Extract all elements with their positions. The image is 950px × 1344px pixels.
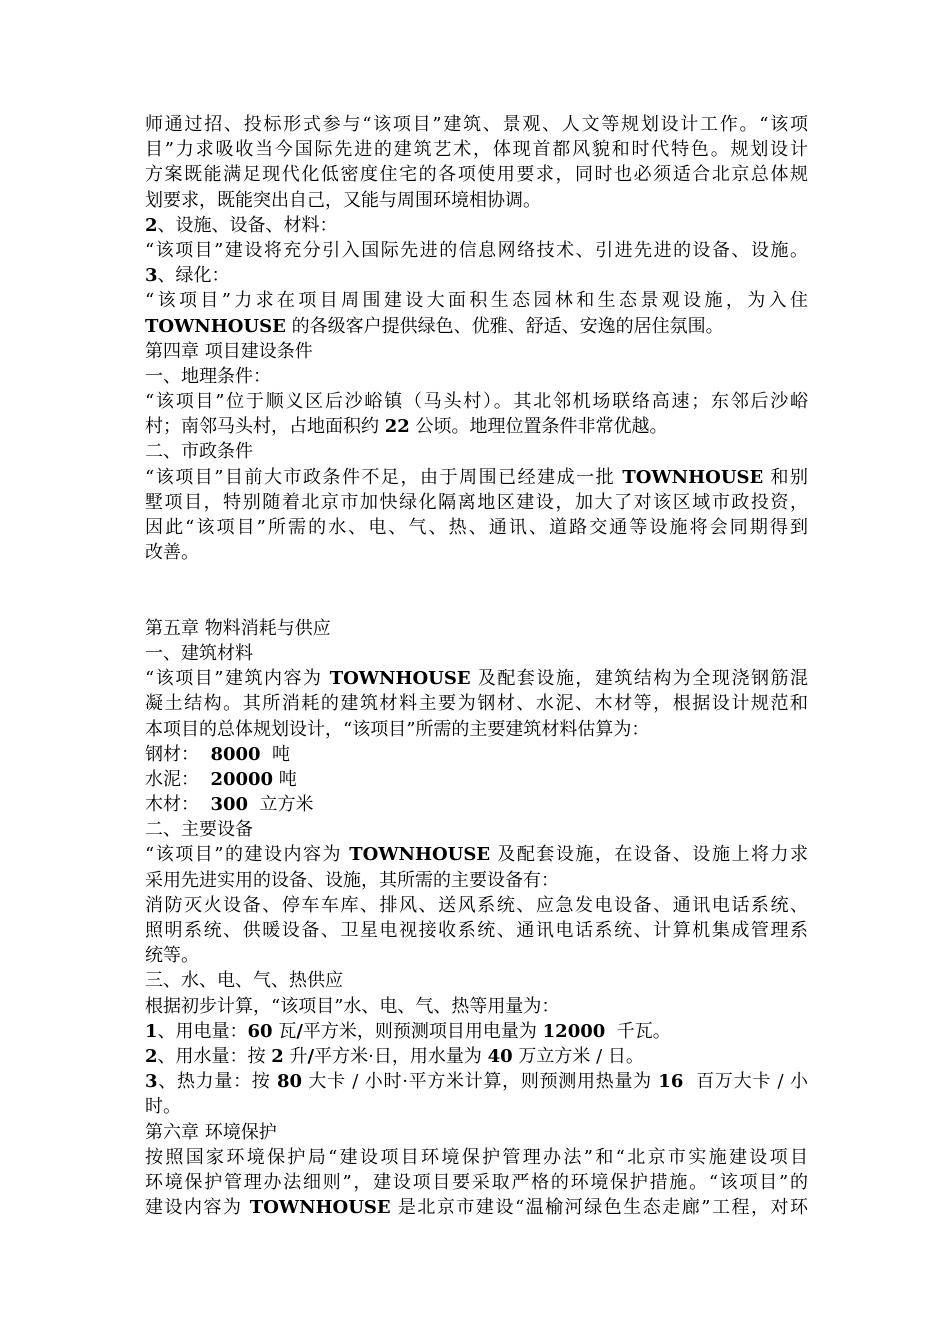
paragraph-line: 建设内容为 TOWNHOUSE 是北京市建设“温榆河绿色生态走廊”工程，对环 bbox=[145, 1197, 809, 1219]
paragraph-line: 改善。 bbox=[145, 542, 199, 564]
paragraph-line: 本项目的总体规划设计，“该项目”所需的主要建筑材料估算为： bbox=[145, 718, 650, 740]
material-item-steel: 钢材： 8000 吨 bbox=[145, 743, 291, 765]
material-item-cement: 水泥： 20000 吨 bbox=[145, 768, 297, 790]
paragraph-line: “该项目”目前大市政条件不足，由于周围已经建成一批 TOWNHOUSE 和别 bbox=[145, 466, 808, 488]
section-number: 3 bbox=[145, 265, 158, 287]
chapter-title: 第六章 环境保护 bbox=[145, 1121, 277, 1143]
chapter-title: 第五章 物料消耗与供应 bbox=[145, 617, 331, 639]
paragraph-line: 师通过招、投标形式参与“该项目”建筑、景观、人文等规划设计工作。“该项 bbox=[145, 114, 808, 135]
paragraph-line: 照明系统、供暖设备、卫星电视接收系统、通讯电话系统、计算机集成管理系 bbox=[145, 920, 808, 942]
paragraph-line: 因此“该项目”所需的水、电、气、热、通讯、道路交通等设施将会同期得到 bbox=[145, 517, 808, 538]
paragraph-line: 消防灭火设备、停车车库、排风、送风系统、应急发电设备、通讯电话系统、 bbox=[145, 894, 808, 916]
paragraph-line: 环境保护管理办法细则”，建设项目要采取严格的环境保护措施。“该项目”的 bbox=[145, 1171, 808, 1193]
section-heading: 一、建筑材料 bbox=[145, 642, 253, 664]
section-heading: 二、市政条件 bbox=[145, 441, 253, 463]
paragraph-line: 凝土结构。其所消耗的建筑材料主要为钢材、水泥、木材等，根据设计规范和 bbox=[145, 693, 808, 715]
paragraph-line: 目”力求吸收当今国际先进的建筑艺术，体现首都风貌和时代特色。规划设计 bbox=[145, 139, 808, 161]
usage-item-electricity: 1、用电量：60 瓦/平方米，则预测项目用电量为 12000 千瓦。 bbox=[145, 1020, 671, 1042]
paragraph-line: 采用先进实用的设备、设施，其所需的主要设备有： bbox=[145, 869, 559, 891]
paragraph-line: “该项目”建筑内容为 TOWNHOUSE 及配套设施，建筑结构为全现浇钢筋混 bbox=[145, 668, 808, 690]
paragraph-line: “该项目”力求在项目周围建设大面积生态园林和生态景观设施，为入住 bbox=[145, 290, 808, 312]
paragraph-line: TOWNHOUSE 的各级客户提供绿色、优雅、舒适、安逸的居住氛围。 bbox=[145, 315, 724, 337]
material-item-timber: 木材： 300 立方米 bbox=[145, 794, 314, 816]
document-page bbox=[145, 112, 808, 1220]
paragraph-line: 村；南邻马头村，占地面积约 22 公顷。地理位置条件非常优越。 bbox=[145, 416, 668, 438]
paragraph-line: 统等。 bbox=[145, 945, 199, 967]
section-heading: 三、水、电、气、热供应 bbox=[145, 970, 343, 992]
paragraph-line: 方案既能满足现代化低密度住宅的各项使用要求，同时也必须适合北京总体规 bbox=[145, 164, 808, 186]
paragraph-line: 墅项目，特别随着北京市加快绿化隔离地区建设，加大了对该区域市政投资， bbox=[145, 491, 808, 513]
paragraph-line: 时。 bbox=[145, 1096, 181, 1118]
section-heading: 二、主要设备 bbox=[145, 819, 253, 841]
paragraph-line: “该项目”位于顺义区后沙峪镇（马头村）。其北邻机场联络高速；东邻后沙峪 bbox=[145, 391, 808, 413]
paragraph-line: 按照国家环境保护局“建设项目环境保护管理办法”和“北京市实施建设项目 bbox=[145, 1146, 808, 1168]
section-heading-greening: 3、绿化： bbox=[145, 265, 230, 287]
paragraph-line: 根据初步计算，“该项目”水、电、气、热等用量为： bbox=[145, 995, 560, 1017]
section-heading: 一、地理条件： bbox=[145, 365, 271, 387]
section-heading-facilities: 2、设施、设备、材料： bbox=[145, 214, 338, 236]
usage-item-heat: 3、热力量：按 80 大卡 / 小时·平方米计算，则预测用热量为 16 百万大卡 / 小 bbox=[145, 1071, 808, 1093]
paragraph-line: “该项目”的建设内容为 TOWNHOUSE 及配套设施，在设备、设施上将力求 bbox=[145, 844, 808, 866]
paragraph-line: “该项目”建设将充分引入国际先进的信息网络技术、引进先进的设备、设施。 bbox=[145, 239, 808, 261]
paragraph-line: 划要求，既能突出自己，又能与周围环境相协调。 bbox=[145, 189, 541, 211]
usage-item-water: 2、用水量：按 2 升/平方米·日，用水量为 40 万立方米 / 日。 bbox=[145, 1045, 644, 1067]
blank-space bbox=[145, 565, 808, 615]
chapter-title: 第四章 项目建设条件 bbox=[145, 340, 313, 362]
section-number: 2 bbox=[145, 214, 158, 236]
